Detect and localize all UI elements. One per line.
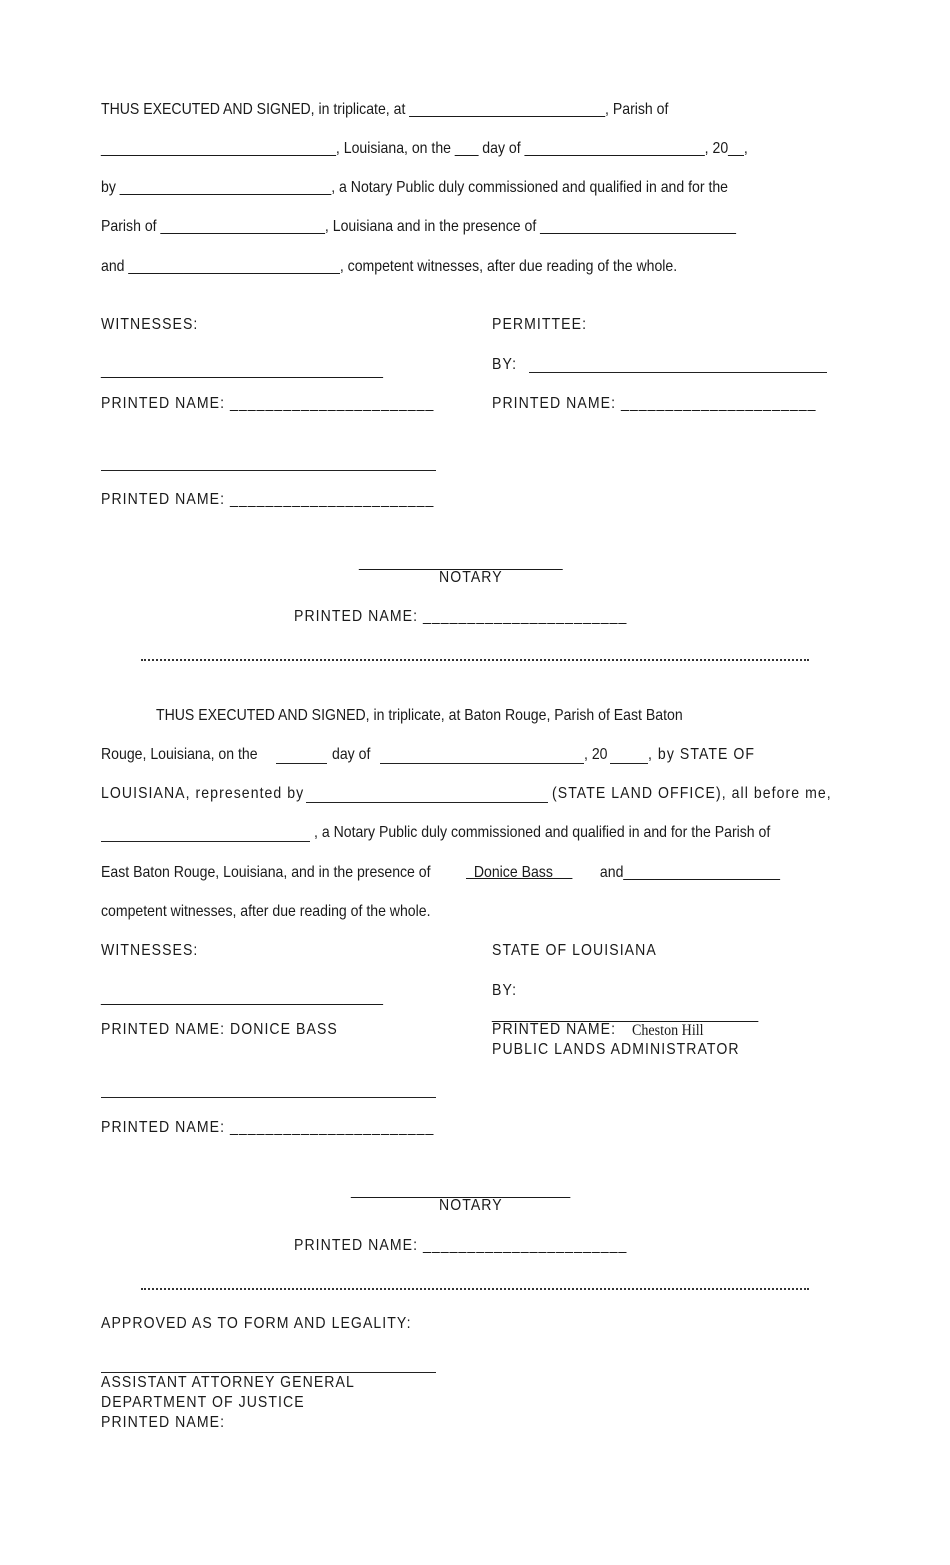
- execution-paragraph-line-4: Parish of _____________________, Louisiana and in the presence of _________________________: [101, 218, 736, 235]
- witnesses-label: WITNESSES:: [101, 316, 199, 333]
- state-paragraph-line-3b: (STATE LAND OFFICE), all before me,: [552, 785, 832, 802]
- permittee-label: PERMITTEE:: [492, 316, 588, 333]
- state-paragraph-line-3a: LOUISIANA, represented by: [101, 785, 305, 802]
- state-signature-line: __________________________________: [492, 1006, 759, 1023]
- attorney-title: ASSISTANT ATTORNEY GENERAL: [101, 1374, 355, 1391]
- witness-printed-name-2: PRINTED NAME: _______________________: [101, 491, 435, 508]
- state-paragraph-line-5b: and____________________: [596, 864, 781, 881]
- notary-signature-line-2: ____________________________: [351, 1182, 571, 1199]
- state-paragraph-line-2b: day of: [332, 746, 371, 763]
- state-printed-name-label: PRINTED NAME:: [492, 1021, 617, 1038]
- state-of-louisiana-label: STATE OF LOUISIANA: [492, 942, 657, 959]
- state-paragraph-line-2d: , by STATE OF: [648, 746, 756, 763]
- state-paragraph-line-2c: , 20: [584, 746, 608, 763]
- execution-paragraph-line-1: THUS EXECUTED AND SIGNED, in triplicate, at _________________________, Parish of: [101, 101, 669, 118]
- permittee-signature-rule: [529, 372, 827, 373]
- notary-signature-line: __________________________: [359, 554, 563, 571]
- notary-printed-name: PRINTED NAME: _______________________: [294, 608, 628, 625]
- year-blank: [610, 763, 648, 764]
- section-divider: [141, 659, 809, 661]
- state-paragraph-line-6: competent witnesses, after due reading of the whole.: [101, 903, 431, 920]
- execution-paragraph-line-2: ______________________________, Louisiana, on the ___ day of _______________________, 20__,: [101, 140, 748, 157]
- notary-label: NOTARY: [439, 569, 503, 586]
- witness-printed-name-1: PRINTED NAME: _______________________: [101, 395, 435, 412]
- approval-heading: APPROVED AS TO FORM AND LEGALITY:: [101, 1315, 412, 1332]
- day-blank: [276, 763, 327, 764]
- state-printed-name-value: Cheston Hill: [632, 1022, 704, 1039]
- state-paragraph-line-5a: East Baton Rouge, Louisiana, and in the presence of: [101, 864, 431, 881]
- state-paragraph-line-1: THUS EXECUTED AND SIGNED, in triplicate, at Baton Rouge, Parish of East Baton: [156, 707, 683, 724]
- attorney-printed-name: PRINTED NAME:: [101, 1414, 226, 1431]
- state-signer-title: PUBLIC LANDS ADMINISTRATOR: [492, 1041, 740, 1058]
- notary-printed-name-2: PRINTED NAME: _______________________: [294, 1237, 628, 1254]
- representative-blank: [306, 802, 548, 803]
- witness-signature-line-2: ____________________________________: [101, 989, 383, 1006]
- witness-signature-rule: [101, 470, 436, 471]
- witness-signature-rule-2: [101, 1097, 436, 1098]
- witness-name-filled: Donice Bass: [466, 864, 573, 881]
- month-blank: [380, 763, 584, 764]
- execution-paragraph-line-3: by ___________________________, a Notary Public duly commissioned and qualified in and for the: [101, 179, 729, 196]
- state-by-label: BY:: [492, 982, 518, 999]
- permittee-by-label: BY:: [492, 356, 518, 373]
- state-paragraph-line-4: , a Notary Public duly commissioned and qualified in and for the Parish of: [314, 824, 771, 841]
- department-title: DEPARTMENT OF JUSTICE: [101, 1394, 305, 1411]
- section-divider-2: [141, 1288, 809, 1290]
- notary-label-2: NOTARY: [439, 1197, 503, 1214]
- permittee-printed-name: PRINTED NAME: ______________________: [492, 395, 817, 412]
- state-paragraph-line-2a: Rouge, Louisiana, on the: [101, 746, 258, 763]
- witnesses-label-2: WITNESSES:: [101, 942, 199, 959]
- witness-printed-name-donice: PRINTED NAME: DONICE BASS: [101, 1021, 338, 1038]
- execution-paragraph-line-5: and ___________________________, competent witnesses, after due reading of the whole.: [101, 258, 678, 275]
- witness-signature-line: ____________________________________: [101, 362, 383, 379]
- witness-printed-name-3: PRINTED NAME: _______________________: [101, 1119, 435, 1136]
- notary-name-blank: [101, 841, 310, 842]
